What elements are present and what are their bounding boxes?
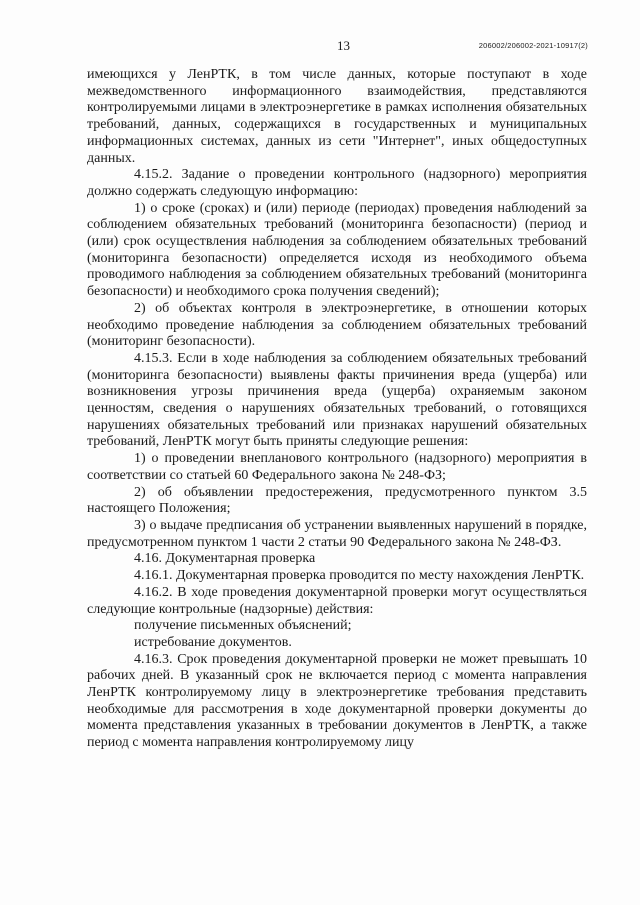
page-number: 13 <box>337 38 350 53</box>
paragraph: получение письменных объяснений; <box>134 618 352 634</box>
paragraph: 4.16.1. Документарная проверка проводится по месту нахождения ЛенРТК. <box>134 568 585 584</box>
paragraph: 4.16.2. В ходе проведения документарной проверки могут осуществляться следующие контрольные (надзорные) действия: <box>87 584 587 617</box>
paragraph: 2) об объектах контроля в электроэнергетике, в отношении которых необходимо проведение наблюдения за соблюдением обязательных требований (мониторинг безопасности). <box>87 300 587 350</box>
section-heading: 4.16. Документарная проверка <box>134 551 316 567</box>
paragraph: 1) о сроке (сроках) и (или) периоде (периодах) проведения наблюдений за соблюдением обязательных требований (мониторинга безопасности) (период и (или) срок осуществления наблюдения за соблюдением обязательных требований (мониторинга безопасности) определяется исходя из необходимого объема проводимого наблюдения за соблюдением обязательных требований (мониторинга безопасности) и необходимого срока получения сведений); <box>87 200 587 300</box>
paragraph: 4.15.2. Задание о проведении контрольного (надзорного) мероприятия должно содержать следующую информацию: <box>87 167 587 199</box>
paragraph: 3) о выдаче предписания об устранении выявленных нарушений в порядке, предусмотренном пунктом 1 части 2 статьи 90 Федерального закона № 248-ФЗ. <box>87 517 587 550</box>
paragraph: 2) об объявлении предостережения, предусмотренного пунктом 3.5 настоящего Положения; <box>87 484 587 517</box>
paragraph: имеющихся у ЛенРТК, в том числе данных, которые поступают в ходе межведомственного информационного взаимодействия, представляются контролируемыми лицами в электроэнергетике в рамках исполнения обязательных требований, данных, содержащихся в государственных и муниципальных информационных системах, данных из сети "Интернет", иных общедоступных данных. <box>87 67 587 166</box>
paragraph: 4.16.3. Срок проведения документарной проверки не может превышать 10 рабочих дней. В указанный срок не включается период с момента направления ЛенРТК контролируемому лицу в электроэнергетике требования представить необходимые для рассмотрения в ходе документарной проверки документы до момента представления указанных в требовании документов в ЛенРТК, а также период с момента направления контролируемому лицу <box>87 651 587 751</box>
paragraph: 1) о проведении внепланового контрольного (надзорного) мероприятия в соответствии со статьей 60 Федерального закона № 248-ФЗ; <box>87 451 587 483</box>
document-body <box>87 67 587 752</box>
paragraph: истребование документов. <box>134 634 292 650</box>
paragraph: 4.15.3. Если в ходе наблюдения за соблюдением обязательных требований (мониторинга безопасности) выявлены факты причинения вреда (ущерба) или возникновения угрозы причинения вреда (ущерба) охраняемым законом ценностям, сведения о нарушениях обязательных требований, о готовящихся нарушениях обязательных требований или признаках нарушений обязательных требований, ЛенРТК могут быть приняты следующие решения: <box>87 350 587 450</box>
document-code: 206002/206002-2021-10917(2) <box>478 41 588 50</box>
